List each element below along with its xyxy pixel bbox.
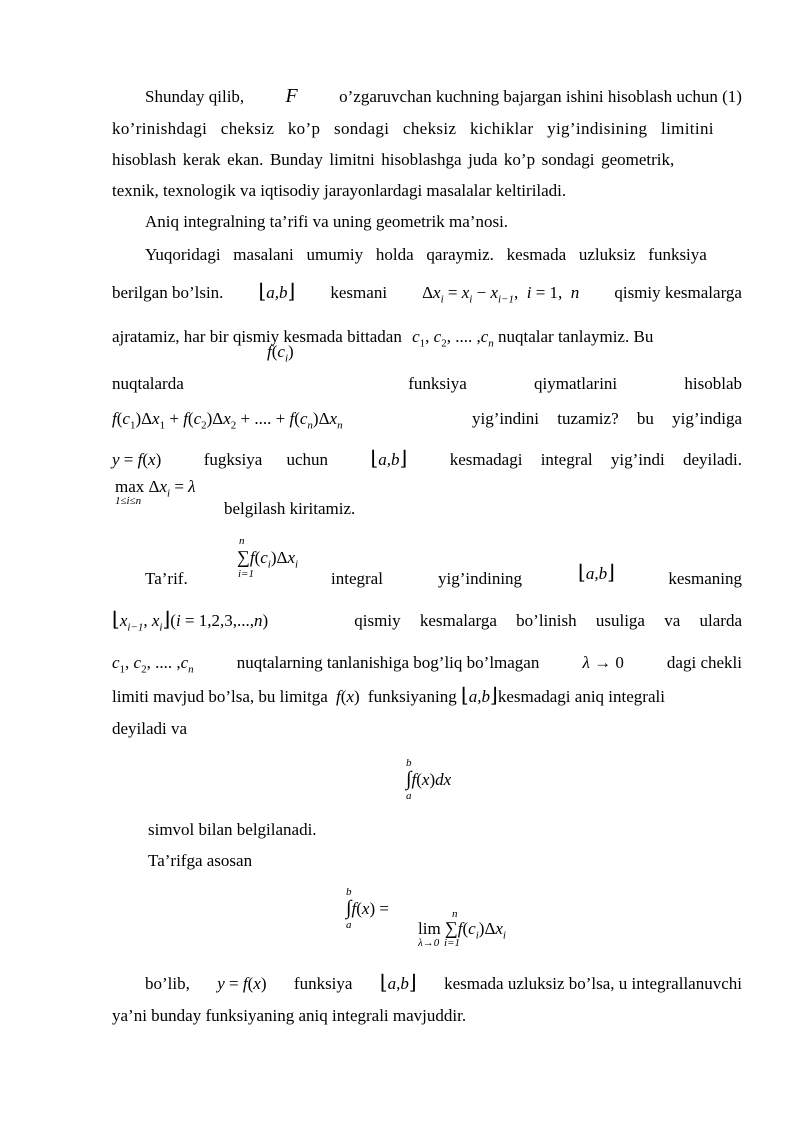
paragraph-2-line-6: y = f(x) fugksiya uchun ⌊a,b⌋ kesmadagi integral yig’indi deyiladi.	[112, 448, 742, 470]
definition-line-5: deyiladi va	[112, 719, 188, 738]
paragraph-1-line-2: ko’rinishdagi cheksiz ko’p sondagi cheksiz kichiklar yig’indisining limitini	[112, 119, 714, 138]
paragraph-1-line-4: texnik, texnologik va iqtisodiy jarayonlardagi masalalar keltiriladi.	[112, 181, 567, 200]
math-max-delta: $\max \Delta x_i = \lambda$ 1≤i≤n	[115, 477, 196, 507]
paragraph-2-line-1: Yuqoridagi masalani umumiy holda qaraymiz. kesmada uzluksiz funksiya	[145, 245, 707, 264]
math-interval-ab: ⌊a,b⌋	[258, 281, 296, 303]
definition-line-1: Ta’rif. integral yig’indining ⌊a,b⌋ kesmaning	[145, 562, 742, 588]
last-line-1: bo’lib, y = f(x) funksiya ⌊a,b⌋ kesmada uzluksiz bo’lsa, u integrallanuvchi	[145, 972, 742, 994]
math-interval-ab: ⌊a,b⌋	[460, 685, 498, 707]
math-f-ci: $f(c_i)$	[267, 342, 294, 365]
math-limit-sum: n $\lim \sum f(c_i)\Delta x_i$ λ→0 i=1	[418, 908, 506, 949]
section-heading: Aniq integralning ta’rifi va uning geometrik ma’nosi.	[145, 212, 509, 231]
definition-line-4: limiti mavjud bo’lsa, bu limitga f(x) funksiyaning ⌊a,b⌋kesmadagi aniq integrali	[112, 685, 665, 707]
definition-basis-line: Ta’rifga asosan	[148, 851, 253, 870]
paragraph-2-line-3: ajratamiz, har bir qismiy kesmada bittadan $c_1$, $c_2$, .... $,c_n$ nuqtalar tanlaymiz. Bu	[112, 327, 654, 350]
math-y-fx: y = f(x)	[112, 450, 162, 469]
definition-after-line: simvol bilan belgilanadi.	[148, 820, 317, 839]
math-c-points: $c_1$, $c_2$, .... $,c_n$	[412, 327, 494, 350]
last-line-2: ya’ni bunday funksiyaning aniq integrali mavjuddir.	[112, 1006, 467, 1025]
math-interval-ab: ⌊a,b⌋	[379, 972, 417, 994]
paragraph-2-line-5: $f(c_1)\Delta x_1 + f(c_2)\Delta x_2$ + .... + $f(c_n)\Delta x_n$ yig’indini tuzamiz? bu yig’indiga	[112, 409, 742, 432]
math-lambda-to-zero: λ → 0	[582, 653, 624, 672]
math-fx: f(x)	[336, 687, 360, 706]
math-interval-ab: ⌊a,b⌋	[578, 562, 615, 584]
paragraph-1-line-1: Shunday qilib, F o’zgaruvchan kuchning bajargan ishini hisoblash uchun (1)	[145, 85, 742, 107]
math-interval-ab: ⌊a,b⌋	[370, 448, 408, 470]
math-definite-integral: b ∫f(x)dx a	[406, 757, 452, 802]
math-sum-f-ci-dxi: n $\sum f(c_i)\Delta x_i$ i=1	[237, 535, 299, 580]
math-riemann-sum-expanded: $f(c_1)\Delta x_1 + f(c_2)\Delta x_2$ + .... + $f(c_n)\Delta x_n$	[112, 409, 343, 432]
paragraph-2-line-4: nuqtalarda funksiya qiymatlarini hisoblab	[112, 374, 742, 393]
math-integral-limit-formula: b ∫f(x) = a	[346, 886, 389, 931]
math-y-fx: y = f(x)	[217, 974, 267, 993]
paragraph-1-line-3: hisoblash kerak ekan. Bunday limitni hisoblashga juda ko’p sondagi geometrik,	[112, 150, 675, 169]
math-delta-x: $\Delta x_i = x_i - x_{i-1}$, i = 1, n	[422, 283, 580, 306]
math-subinterval: $⌊x_{i-1}$, $x_i⌋(i = 1,2,3,...,n)$	[112, 609, 269, 634]
paragraph-2-line-7: belgilash kiritamiz.	[224, 499, 356, 518]
paragraph-2-line-2: berilgan bo’lsin. ⌊a,b⌋ kesmani $\Delta x_i = x_i - x_{i-1}$, i = 1, n qismiy kesmalarga	[112, 281, 742, 306]
math-F: F	[285, 85, 298, 107]
definition-line-3: $c_1$, $c_2$, .... $,c_n$ nuqtalarning tanlanishiga bog’liq bo’lmagan λ → 0 dagi chekli	[112, 653, 742, 676]
definition-line-2: $⌊x_{i-1}$, $x_i⌋(i = 1,2,3,...,n)$ qismiy kesmalarga bo’linish usuliga va ularda	[112, 609, 742, 634]
math-c-points: $c_1$, $c_2$, .... $,c_n$	[112, 653, 194, 676]
